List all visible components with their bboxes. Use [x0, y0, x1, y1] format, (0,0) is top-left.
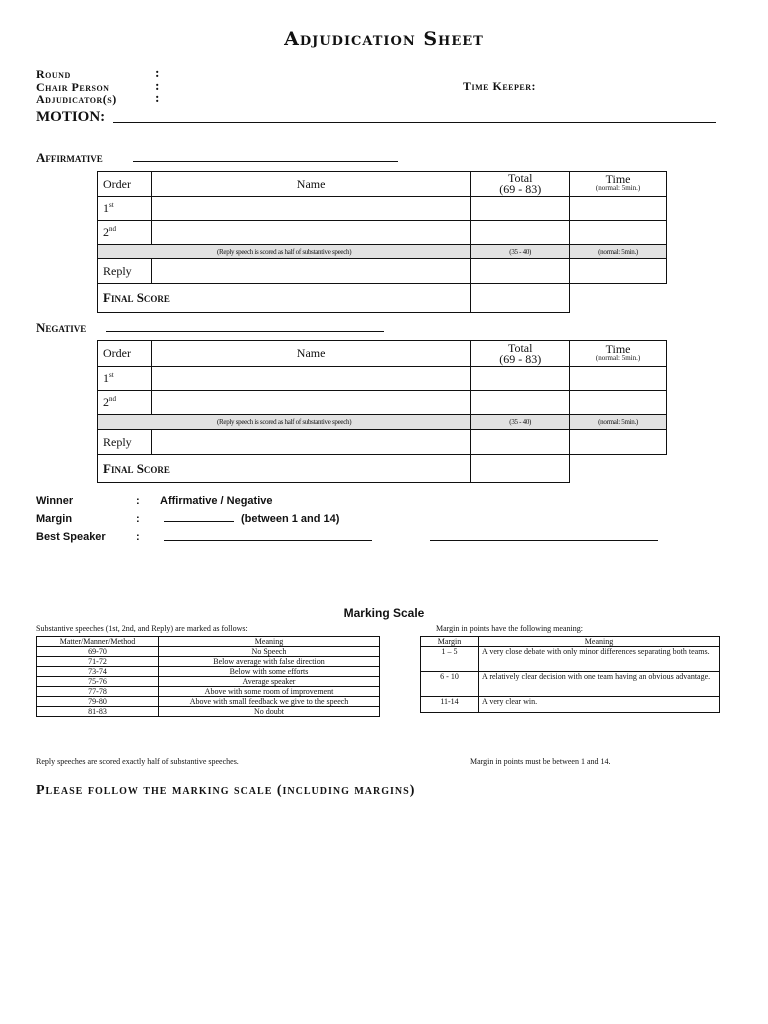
- chair-person-label: Chair Person: [36, 80, 110, 94]
- negative-label: Negative: [36, 320, 87, 335]
- marking-meaning: No Speech: [159, 647, 380, 657]
- margin-meaning-table: [420, 636, 720, 713]
- round-label: Round: [36, 67, 71, 81]
- winner-colon: :: [136, 495, 140, 507]
- reply-order: Reply: [98, 259, 152, 284]
- margin-row: [421, 647, 720, 672]
- marking-score-range: 69-70: [37, 647, 159, 657]
- final-score-label: Final Score: [98, 455, 471, 483]
- reply-note: (Reply speech is scored as half of substantive speech): [98, 245, 471, 259]
- first-speaker-time-cell[interactable]: [570, 367, 667, 391]
- reply-total-cell[interactable]: [471, 259, 570, 284]
- margin-field[interactable]: [164, 512, 234, 522]
- first-speaker-name-cell[interactable]: [151, 197, 470, 221]
- reply-scoring-note: Reply speeches are scored exactly half of substantive speeches.: [36, 757, 239, 766]
- margin-meaning: A relatively clear decision with one team having an obvious advantage.: [479, 672, 720, 697]
- marking-row: [37, 667, 380, 677]
- marking-meaning: Below with some efforts: [159, 667, 380, 677]
- marking-score-range: 79-80: [37, 697, 159, 707]
- best-speaker-affirmative-field[interactable]: [164, 531, 372, 541]
- page-title: Adjudication Sheet: [284, 28, 484, 50]
- affirmative-score-table: [97, 171, 667, 313]
- round-colon: :: [155, 66, 160, 80]
- marking-score-range: 75-76: [37, 677, 159, 687]
- reply-time-note: (normal: 5min.): [570, 245, 667, 259]
- second-speaker-total-cell[interactable]: [471, 221, 570, 245]
- reply-time-note: (normal: 5min.): [570, 415, 667, 430]
- margin-range: 6 - 10: [421, 672, 479, 697]
- marking-row: [37, 707, 380, 717]
- reply-time-cell[interactable]: [570, 259, 667, 284]
- second-speaker-name-cell[interactable]: [151, 391, 470, 415]
- final-score-cell[interactable]: [471, 284, 570, 313]
- chair-colon: :: [155, 79, 160, 93]
- winner-label: Winner: [36, 495, 74, 507]
- first-speaker-order: 1st: [98, 197, 152, 221]
- second-speaker-time-cell[interactable]: [570, 221, 667, 245]
- name-header: Name: [151, 341, 470, 367]
- total-header: Total (69 - 83): [471, 172, 570, 197]
- margin-note: (between 1 and 14): [241, 513, 340, 525]
- reply-total-cell[interactable]: [471, 430, 570, 455]
- left-head-score: Matter/Manner/Method: [37, 637, 159, 647]
- marking-scale-table: [36, 636, 380, 717]
- marking-scale-title: Marking Scale: [343, 606, 425, 620]
- margin-row: [421, 672, 720, 697]
- reply-range: (35 - 40): [471, 245, 570, 259]
- final-score-label: Final Score: [98, 284, 471, 313]
- reply-name-cell[interactable]: [151, 259, 470, 284]
- marking-row: [37, 677, 380, 687]
- margin-meaning: A very clear win.: [479, 697, 720, 713]
- marking-row: [37, 647, 380, 657]
- best-speaker-colon: :: [136, 531, 140, 543]
- marking-score-range: 81-83: [37, 707, 159, 717]
- marking-score-range: 73-74: [37, 667, 159, 677]
- reply-time-cell[interactable]: [570, 430, 667, 455]
- footer-instruction: Please follow the marking scale (including margins): [36, 783, 416, 798]
- winner-value[interactable]: Affirmative / Negative: [160, 495, 273, 507]
- reply-note: (Reply speech is scored as half of substantive speech): [98, 415, 471, 430]
- name-header: Name: [151, 172, 470, 197]
- total-header: Total (69 - 83): [471, 341, 570, 367]
- marking-meaning: Below average with false direction: [159, 657, 380, 667]
- second-speaker-name-cell[interactable]: [151, 221, 470, 245]
- best-speaker-label: Best Speaker: [36, 531, 106, 543]
- marking-meaning: No doubt: [159, 707, 380, 717]
- margin-range-note: Margin in points must be between 1 and 14.: [470, 757, 611, 766]
- first-speaker-total-cell[interactable]: [471, 367, 570, 391]
- adjudicator-colon: :: [155, 91, 160, 105]
- second-speaker-total-cell[interactable]: [471, 391, 570, 415]
- order-header: Order: [98, 341, 152, 367]
- second-speaker-order: 2nd: [98, 391, 152, 415]
- marking-row: [37, 657, 380, 667]
- first-speaker-time-cell[interactable]: [570, 197, 667, 221]
- margin-row: [421, 697, 720, 713]
- marking-meaning: Above with small feedback we give to the speech: [159, 697, 380, 707]
- order-header: Order: [98, 172, 152, 197]
- margin-range: 1 – 5: [421, 647, 479, 672]
- first-speaker-total-cell[interactable]: [471, 197, 570, 221]
- second-speaker-order: 2nd: [98, 221, 152, 245]
- margin-range: 11-14: [421, 697, 479, 713]
- best-speaker-negative-field[interactable]: [430, 531, 658, 541]
- marking-left-intro: Substantive speeches (1st, 2nd, and Reply) are marked as follows:: [36, 624, 248, 633]
- margin-label: Margin: [36, 513, 73, 525]
- margin-meaning: A very close debate with only minor differences separating both teams.: [479, 647, 720, 672]
- affirmative-team-field[interactable]: [133, 161, 398, 162]
- time-header: Time (normal: 5min.): [570, 341, 667, 367]
- negative-team-field[interactable]: [106, 331, 384, 332]
- marking-row: [37, 687, 380, 697]
- second-speaker-time-cell[interactable]: [570, 391, 667, 415]
- first-speaker-order: 1st: [98, 367, 152, 391]
- marking-score-range: 77-78: [37, 687, 159, 697]
- time-header: Time (normal: 5min.): [570, 172, 667, 197]
- time-keeper-label: Time Keeper:: [463, 79, 537, 93]
- marking-meaning: Average speaker: [159, 677, 380, 687]
- motion-field[interactable]: [113, 122, 716, 123]
- marking-score-range: 71-72: [37, 657, 159, 667]
- affirmative-label: Affirmative: [36, 150, 103, 165]
- reply-range: (35 - 40): [471, 415, 570, 430]
- margin-colon: :: [136, 513, 140, 525]
- right-head-meaning: Meaning: [479, 637, 720, 647]
- marking-meaning: Above with some room of improvement: [159, 687, 380, 697]
- left-head-meaning: Meaning: [159, 637, 380, 647]
- final-score-cell[interactable]: [471, 455, 570, 483]
- reply-name-cell[interactable]: [151, 430, 470, 455]
- motion-label: MOTION:: [36, 109, 106, 125]
- reply-order: Reply: [98, 430, 152, 455]
- negative-score-table: [97, 340, 667, 483]
- first-speaker-name-cell[interactable]: [151, 367, 470, 391]
- adjudicator-label: Adjudicator(s): [36, 92, 117, 106]
- right-head-margin: Margin: [421, 637, 479, 647]
- marking-row: [37, 697, 380, 707]
- marking-right-intro: Margin in points have the following meaning:: [436, 624, 583, 633]
